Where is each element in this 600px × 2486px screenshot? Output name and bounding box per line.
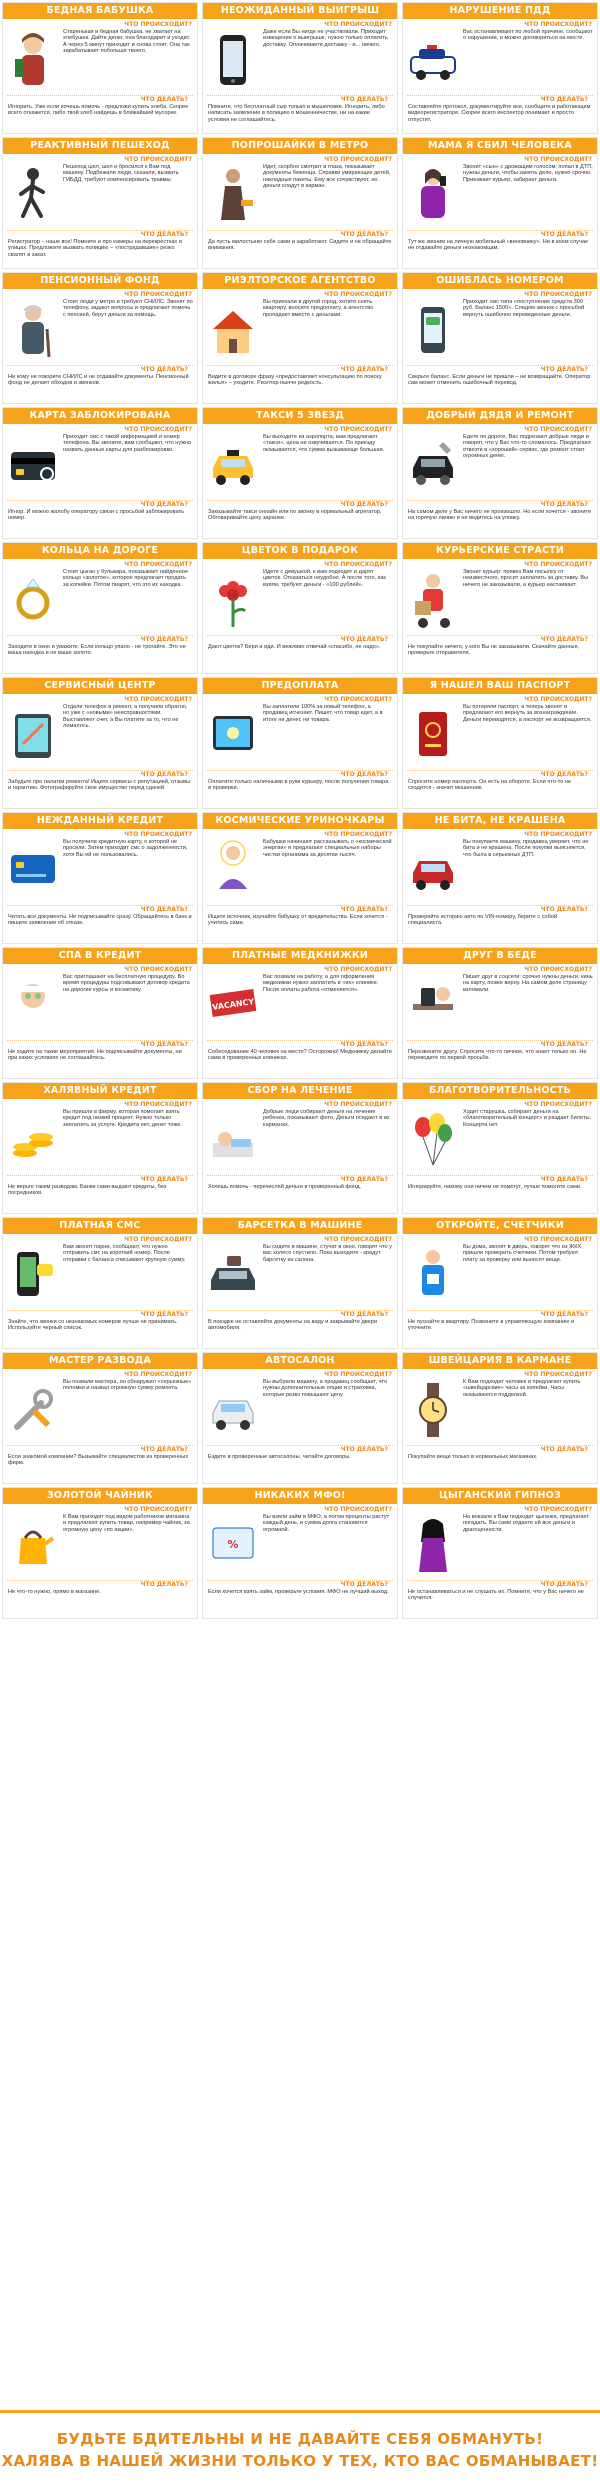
what-to-do-heading: ЧТО ДЕЛАТЬ? <box>207 1310 393 1318</box>
flower-icon <box>207 569 259 631</box>
scam-card <box>2 1082 198 1214</box>
scam-card-body <box>403 163 597 230</box>
scam-card-body <box>403 1108 597 1175</box>
taxi-icon <box>207 434 259 496</box>
what-to-do-heading: ЧТО ДЕЛАТЬ? <box>407 905 593 913</box>
scam-card-title: КОСМИЧЕСКИЕ УРИНОЧКАРЫ <box>203 813 397 829</box>
scam-card-body <box>403 703 597 770</box>
what-happens-heading: ЧТО ПРОИСХОДИТ? <box>124 561 192 568</box>
scam-card-body <box>403 298 597 365</box>
scam-advice: Если знакомой компании? Вызывайте специалистов из проверенных фирм. <box>8 1454 189 1467</box>
scam-card-title: ХАЛЯВНЫЙ КРЕДИТ <box>3 1083 197 1099</box>
scam-card <box>2 677 198 809</box>
scam-description: Звонит курьер: привез Вам посылку от неизвестного, просит заплатить за доставку. Вы ничего не заказывали, а курьер настаивает. <box>463 569 589 588</box>
scam-advice: Собеседование 40 человек на место? Осторожно! Медкнижку делайте сами в проверенных клиниках. <box>208 1049 392 1062</box>
watch-icon <box>407 1379 459 1441</box>
what-to-do-heading: ЧТО ДЕЛАТЬ? <box>407 95 593 103</box>
scam-card <box>402 2 598 134</box>
scam-description: Вы потеряли паспорт, а теперь звонят и предлагают его вернуть за вознаграждение. Деньги переводятся, а паспорт не возвращается. <box>463 704 592 723</box>
scam-description: Вы выходите из аэропорта, вам предлагают «такси», цена не озвучивается. По приезду оказывается, что сумма вызывающе большая. <box>263 434 385 453</box>
scam-description: Вам звонят парни, сообщают, что нужно отправить смс на короткий номер. После отправки с баланса списывают крупную сумму. <box>63 1244 186 1263</box>
vacancy-sign-icon <box>207 974 259 1036</box>
realtor-house-icon <box>207 299 259 361</box>
scam-advice: Регистратор – наше все! Помните и про камеры на перекрестках и улицах. Предложите вызвать полицию – «пострадавшие» резко свалят в закат. <box>8 239 182 258</box>
scam-card-title: КУРЬЕРСКИЕ СТРАСТИ <box>403 543 597 559</box>
scam-card-title: ОТКРОЙТЕ, СЧЕТЧИКИ <box>403 1218 597 1234</box>
scam-advice: Да пусть милостыню себе сами и заработают. Сидите и не обращайте внимания. <box>208 239 392 252</box>
scam-card-title: НАРУШЕНИЕ ПДД <box>403 3 597 19</box>
scam-card <box>402 1082 598 1214</box>
scam-card-title: ЦЫГАНСКИЙ ГИПНОЗ <box>403 1488 597 1504</box>
footer-line-1: БУДЬТЕ БДИТЕЛЬНЫ И НЕ ДАВАЙТЕ СЕБЯ ОБМАНУТЬ! <box>56 2429 544 2448</box>
what-to-do-heading: ЧТО ДЕЛАТЬ? <box>7 95 193 103</box>
scam-card <box>402 1352 598 1484</box>
scam-card <box>202 812 398 944</box>
scam-cards-grid <box>2 2 598 1619</box>
scam-card <box>402 812 598 944</box>
footer-line-2: ХАЛЯВА В НАШЕЙ ЖИЗНИ ТОЛЬКО У ТЕХ, КТО ВАС ОБМАНЫВАЕТ! <box>1 2451 599 2470</box>
scam-description: Вы пришли в фирму, которая помогает взять кредит под низкий процент. Нужно только заплатить за услуги. Кредита нет, денег тоже. <box>63 1109 182 1128</box>
scam-description: Идет, скорбно смотрит в глаза, показывает документы беженца. Справки умирающих детей, накладные пакеты. Ему все сочувствуют, но деньги кладут в карман. <box>263 164 391 190</box>
tablet-icon <box>207 704 259 766</box>
scam-card-title: ШВЕЙЦАРИЯ В КАРМАНЕ <box>403 1353 597 1369</box>
what-happens-heading: ЧТО ПРОИСХОДИТ? <box>524 426 592 433</box>
what-to-do-heading: ЧТО ДЕЛАТЬ? <box>407 230 593 238</box>
what-to-do-heading: ЧТО ДЕЛАТЬ? <box>7 1445 193 1453</box>
what-to-do-heading: ЧТО ДЕЛАТЬ? <box>207 635 393 643</box>
what-to-do-heading: ЧТО ДЕЛАТЬ? <box>207 95 393 103</box>
microloan-icon <box>207 1514 259 1576</box>
what-to-do-heading: ЧТО ДЕЛАТЬ? <box>7 365 193 373</box>
what-happens-heading: ЧТО ПРОИСХОДИТ? <box>124 1101 192 1108</box>
scam-card-body <box>203 1378 397 1445</box>
what-happens-heading: ЧТО ПРОИСХОДИТ? <box>324 1236 392 1243</box>
what-happens-heading: ЧТО ПРОИСХОДИТ? <box>124 21 192 28</box>
scam-card-body <box>203 568 397 635</box>
scam-advice: Покупайте вещи только в нормальных магазинах. <box>408 1454 538 1460</box>
scam-card <box>2 137 198 269</box>
scam-card-body <box>203 1108 397 1175</box>
scam-description: Приходит смс типа «поступление средств 300 руб. Баланс 1500». Следом звонок с просьбой вернуть ошибочно переведенные деньги. <box>463 299 585 318</box>
what-to-do-heading: ЧТО ДЕЛАТЬ? <box>7 905 193 913</box>
scam-card <box>2 1352 198 1484</box>
scam-card-body <box>203 1513 397 1580</box>
bank-card-icon <box>7 434 59 496</box>
scam-card-body <box>403 568 597 635</box>
scam-card <box>2 812 198 944</box>
sms-phone-icon <box>407 299 459 361</box>
scam-advice: В поездке не оставляйте документы на виду и закрывайте двери автомобиля. <box>208 1319 378 1332</box>
what-happens-heading: ЧТО ПРОИСХОДИТ? <box>524 1506 592 1513</box>
scam-description: Вы дома, звонят в дверь, говорят что из ЖКХ, пришли проверить счетчики. Потом требуют плату за проверку или выносят вещи. <box>463 1244 583 1263</box>
scam-advice: Спросите номер паспорта. Он есть на обороте. Если что-то не сходится - значит мошенник. <box>408 779 572 792</box>
scam-card-body <box>3 1243 197 1310</box>
scam-card-body <box>3 1513 197 1580</box>
scam-card <box>2 407 198 539</box>
scam-card <box>2 1487 198 1619</box>
scam-advice: Не пускайте в квартиру. Позвоните в управляющую компанию и уточните. <box>408 1319 575 1332</box>
passport-icon <box>407 704 459 766</box>
gold-ring-icon <box>7 569 59 631</box>
scam-card-title: МАСТЕР РАЗВОДА <box>3 1353 197 1369</box>
scam-advice: Перезвоните другу. Спросите что-то личное, что знает только он. Не переводите по первой просьбе. <box>408 1049 587 1062</box>
scam-card-body <box>3 703 197 770</box>
scam-description: Стоит люди у метро и требуют СНИЛС. Звонят по телефону, задают вопросы и предлагают помочь с пенсией, берут деньги за помощь. <box>63 299 193 318</box>
scam-description: Приходит смс с такой информацией и номер телефона. Вы звоните, вам сообщают, что нужно назвать данные карты для разблокировки. <box>63 434 192 453</box>
scam-card <box>202 677 398 809</box>
scam-advice: Ни кому не говорите СНИЛС и не отдавайте документы. Пенсионный фонд не делает обходов и звонков. <box>8 374 189 387</box>
what-happens-heading: ЧТО ПРОИСХОДИТ? <box>524 966 592 973</box>
what-to-do-heading: ЧТО ДЕЛАТЬ? <box>7 635 193 643</box>
courier-icon <box>407 569 459 631</box>
scam-advice: На самом деле у Вас ничего не произошло. Но если хочется - звоните на горячую линию и не ведитесь на уловку. <box>408 509 592 522</box>
scam-card <box>402 1217 598 1349</box>
what-to-do-heading: ЧТО ДЕЛАТЬ? <box>407 500 593 508</box>
what-happens-heading: ЧТО ПРОИСХОДИТ? <box>324 426 392 433</box>
scam-card-title: ПРЕДОПЛАТА <box>203 678 397 694</box>
scam-card <box>202 542 398 674</box>
scam-description: Едете по дороге, Вас подрезают добрые люди и говорят, что у Вас что-то сломалось. Предлагают отвезти в «хороший» сервис, где ремонт стоит огромных денег. <box>463 434 592 460</box>
what-to-do-heading: ЧТО ДЕЛАТЬ? <box>207 905 393 913</box>
scam-description: Отдали телефон в ремонт, а получили обратно, но уже с «новыми» неисправностями. Выставляют счет, а Вы платите за то, что не ломалось. <box>63 704 188 730</box>
what-happens-heading: ЧТО ПРОИСХОДИТ? <box>124 156 192 163</box>
what-happens-heading: ЧТО ПРОИСХОДИТ? <box>124 1236 192 1243</box>
what-happens-heading: ЧТО ПРОИСХОДИТ? <box>124 696 192 703</box>
scam-card <box>402 272 598 404</box>
what-happens-heading: ЧТО ПРОИСХОДИТ? <box>524 561 592 568</box>
scam-card-title: ПЛАТНЫЕ МЕДКНИЖКИ <box>203 948 397 964</box>
scam-card-body <box>203 28 397 95</box>
what-to-do-heading: ЧТО ДЕЛАТЬ? <box>407 1310 593 1318</box>
scam-description: Вы приехали в другой город, хотите снять квартиру, вносите предоплату, а агентство пропадает вместе с деньгами. <box>263 299 374 318</box>
what-to-do-heading: ЧТО ДЕЛАТЬ? <box>7 500 193 508</box>
what-to-do-heading: ЧТО ДЕЛАТЬ? <box>207 365 393 373</box>
old-woman-icon <box>7 29 59 91</box>
scam-description: Вас останавливают по любой причине, сообщают о нарушении, и можно договориться на месте. <box>463 29 593 42</box>
what-happens-heading: ЧТО ПРОИСХОДИТ? <box>324 21 392 28</box>
scam-advice: Заходите в окно и уважите. Если кольцо упало - не трогайте. Это не ваша находка и не ваше золото. <box>8 644 186 657</box>
scam-card-title: ПЕНСИОННЫЙ ФОНД <box>3 273 197 289</box>
scam-description: Вас приглашают на бесплатную процедуру. Во время процедуры подсовывают договор кредита на дорогие курсы и косметику. <box>63 974 190 993</box>
mother-phone-icon <box>407 164 459 226</box>
what-happens-heading: ЧТО ПРОИСХОДИТ? <box>524 1371 592 1378</box>
what-to-do-heading: ЧТО ДЕЛАТЬ? <box>407 1580 593 1588</box>
scam-card-body <box>3 433 197 500</box>
scam-advice: Ищите источник, изучайте бабушку от вредительства. Если хочется - учитесь сами. <box>208 914 388 927</box>
beggar-icon <box>207 164 259 226</box>
scam-card-body <box>3 163 197 230</box>
scam-card-title: НЕОЖИДАННЫЙ ВЫИГРЫШ <box>203 3 397 19</box>
what-to-do-heading: ЧТО ДЕЛАТЬ? <box>7 1310 193 1318</box>
what-to-do-heading: ЧТО ДЕЛАТЬ? <box>407 635 593 643</box>
scam-card <box>202 2 398 134</box>
scam-advice: Не что-то нужно, прямо в магазине. <box>8 1589 101 1595</box>
smartphone-icon <box>207 29 259 91</box>
friend-phone-icon <box>407 974 459 1036</box>
scam-card <box>2 272 198 404</box>
scam-card-body <box>403 838 597 905</box>
scam-card <box>402 137 598 269</box>
what-happens-heading: ЧТО ПРОИСХОДИТ? <box>124 1506 192 1513</box>
svg-text:VACANCY: VACANCY <box>211 997 255 1012</box>
what-to-do-heading: ЧТО ДЕЛАТЬ? <box>207 1175 393 1183</box>
what-happens-heading: ЧТО ПРОИСХОДИТ? <box>324 561 392 568</box>
scam-description: Вы получили кредитную карту, о которой не просили. Затем приходит смс о задолженности, хотя Вы ей не пользовались. <box>63 839 188 858</box>
what-to-do-heading: ЧТО ДЕЛАТЬ? <box>7 1040 193 1048</box>
scam-advice: Хочешь помочь - перечисляй деньги в проверенный фонд. <box>208 1184 362 1190</box>
car-dealer-icon <box>207 1379 259 1441</box>
what-happens-heading: ЧТО ПРОИСХОДИТ? <box>324 156 392 163</box>
scam-advice: Игнор. И можно жалобу оператору связи с просьбой заблокировать номер. <box>8 509 185 522</box>
scam-description: Добрые люди собирают деньги на лечение ребенка, показывают фото. Деньги оседают в их карманах. <box>263 1109 390 1128</box>
what-happens-heading: ЧТО ПРОИСХОДИТ? <box>524 1101 592 1108</box>
scam-description: Вы позвали мастера, он обнаружил «серьезные» поломки и назвал огромную сумму ремонта. <box>63 1379 192 1392</box>
scam-card-title: ЗОЛОТОЙ ЧАЙНИК <box>3 1488 197 1504</box>
what-to-do-heading: ЧТО ДЕЛАТЬ? <box>207 770 393 778</box>
sick-child-icon <box>207 1109 259 1171</box>
scam-description: Вы взяли займ в МФО, а потом проценты растут каждый день, и сумма долга становится огромной. <box>263 1514 390 1533</box>
scam-card-title: НИКАКИХ МФО! <box>203 1488 397 1504</box>
scam-card-body <box>203 973 397 1040</box>
scam-advice: Не верьте таким разводам. Банки сами выдают кредиты, без посредников. <box>8 1184 167 1197</box>
scam-description: Вы заплатили 100% за новый телефон, а продавец исчезает. Пишет, что товар едет, а в итоге ни денег, ни товара. <box>263 704 383 723</box>
what-happens-heading: ЧТО ПРОИСХОДИТ? <box>124 291 192 298</box>
what-happens-heading: ЧТО ПРОИСХОДИТ? <box>324 831 392 838</box>
scam-card-body <box>403 973 597 1040</box>
what-to-do-heading: ЧТО ДЕЛАТЬ? <box>207 1040 393 1048</box>
car-repair-icon <box>407 434 459 496</box>
scam-description: Стоит цыган у бульвара, показывает найденное кольцо «золотое», которое предлагает продать за копейки. Потом пиарят, что это их находка. <box>63 569 188 588</box>
scam-card-title: ПЛАТНАЯ СМС <box>3 1218 197 1234</box>
scam-card-title: ОШИБЛАСЬ НОМЕРОМ <box>403 273 597 289</box>
what-happens-heading: ЧТО ПРОИСХОДИТ? <box>324 966 392 973</box>
scam-card <box>402 947 598 1079</box>
scam-description: Звонит «сын» с дрожащим голосом: попал в ДТП, нужны деньги, чтобы замять дело, нужно срочно. Приезжает курьер, забирает деньги. <box>463 164 593 183</box>
what-happens-heading: ЧТО ПРОИСХОДИТ? <box>324 291 392 298</box>
scam-card <box>202 137 398 269</box>
what-happens-heading: ЧТО ПРОИСХОДИТ? <box>524 1236 592 1243</box>
scam-advice: Не останавливаться и не слушать их. Помните, что у Вас ничего не случится. <box>408 1589 584 1602</box>
what-to-do-heading: ЧТО ДЕЛАТЬ? <box>407 1040 593 1048</box>
scam-card <box>402 677 598 809</box>
scam-card-body <box>203 163 397 230</box>
what-happens-heading: ЧТО ПРОИСХОДИТ? <box>524 21 592 28</box>
scam-card-body <box>203 1243 397 1310</box>
service-tablet-icon <box>7 704 59 766</box>
spa-woman-icon <box>7 974 59 1036</box>
scam-advice: Видите в договоре фразу «предоставляет консультацию по поиску жилья» – уходите. Риэлтор нынче редкость. <box>208 374 382 387</box>
scam-card-body <box>203 433 397 500</box>
scam-card-body <box>3 298 197 365</box>
what-to-do-heading: ЧТО ДЕЛАТЬ? <box>207 500 393 508</box>
scam-card <box>402 407 598 539</box>
what-to-do-heading: ЧТО ДЕЛАТЬ? <box>7 1580 193 1588</box>
scam-advice: Не покупайте ничего, у кого Вы не заказывали. Скачайте данные, проверьте отправителя. <box>408 644 580 657</box>
scam-card <box>402 542 598 674</box>
scam-card <box>202 1487 398 1619</box>
poster-footer <box>0 2410 600 2486</box>
what-to-do-heading: ЧТО ДЕЛАТЬ? <box>407 1445 593 1453</box>
scam-description: Даже если Вы нигде не участвовали. Приходит извещение о выигрыше, нужно только оплатить доставку. Оплачиваете доставку - и... ничего. <box>263 29 388 48</box>
what-to-do-heading: ЧТО ДЕЛАТЬ? <box>7 770 193 778</box>
scam-card <box>202 407 398 539</box>
car-bag-icon <box>207 1244 259 1306</box>
credit-card-icon <box>7 839 59 901</box>
what-to-do-heading: ЧТО ДЕЛАТЬ? <box>7 230 193 238</box>
police-car-icon <box>407 29 459 91</box>
scam-advice: Не ходите на такие мероприятия. Не подписывайте документы, ни при каких условиях не соглашайтесь. <box>8 1049 182 1062</box>
scam-card-title: КАРТА ЗАБЛОКИРОВАНА <box>3 408 197 424</box>
scam-advice: Если хочется взять займ, проверьте условия. МФО не лучший выход. <box>208 1589 389 1595</box>
scam-card-body <box>203 838 397 905</box>
scam-advice: Заказывайте такси онлайн или по звонку в нормальный агрегатор. Обговаривайте цену заранее. <box>208 509 382 522</box>
scam-card-body <box>3 838 197 905</box>
scam-card-title: НЕ БИТА, НЕ КРАШЕНА <box>403 813 597 829</box>
scam-description: Вы покупаете машину, продавец уверяет, что не бита и не крашена. После покупки выясняется, что была в серьезных ДТП. <box>463 839 589 858</box>
scam-card <box>202 1352 398 1484</box>
scam-advice: Дают цветок? Бери и иди. И вежливо отвечай «спасибо, не надо». <box>208 644 381 650</box>
scam-card-title: АВТОСАЛОН <box>203 1353 397 1369</box>
sms-green-phone-icon <box>7 1244 59 1306</box>
scam-card <box>2 2 198 134</box>
scam-card-body <box>403 28 597 95</box>
scam-description: Идете с девушкой, к вам подходят и дарят цветок. Отказаться неудобно. А после того, как взяли, требуют деньги - «100 рублей». <box>263 569 386 588</box>
scam-description: К Вам подходит человек и предлагает купить «швейцарские» часы за копейки. Часы оказываются подделкой. <box>463 1379 581 1398</box>
scam-advice: Помните, что бесплатный сыр только в мышеловке. Игнорить, либо написать заявление в полицию о мошенничестве, ни на какие условия не соглашайтесь. <box>208 104 385 123</box>
old-man-icon <box>7 299 59 361</box>
scam-card <box>2 542 198 674</box>
scam-advice: Знайте, что звонки со незнакомых номеров лучше не принимать. Используйте черный список. <box>8 1319 178 1332</box>
scam-card <box>2 1217 198 1349</box>
scam-advice: Игнорить. Уже если хочешь помочь - предложи купить хлеба. Скорее всего откажется, либо твой хлеб найдешь в ближайшей мусорке. <box>8 104 189 117</box>
scam-card-body <box>3 1378 197 1445</box>
what-to-do-heading: ЧТО ДЕЛАТЬ? <box>407 1175 593 1183</box>
what-happens-heading: ЧТО ПРОИСХОДИТ? <box>124 426 192 433</box>
what-happens-heading: ЧТО ПРОИСХОДИТ? <box>324 1371 392 1378</box>
scam-description: Пишет друг в соцсети: срочно нужны деньги, кинь на карту, позже верну. На самом деле страницу взломали. <box>463 974 593 993</box>
pedestrian-icon <box>7 164 59 226</box>
scam-card-title: РИЭЛТОРСКОЕ АГЕНТСТВО <box>203 273 397 289</box>
scam-card-title: РЕАКТИВНЫЙ ПЕШЕХОД <box>3 138 197 154</box>
scam-advice: Игнорируйте, никому они ничем не помогут, лучше помогите сами. <box>408 1184 582 1190</box>
scam-card-title: ТАКСИ 5 ЗВЕЗД <box>203 408 397 424</box>
scam-card-body <box>3 28 197 95</box>
scam-card-body <box>403 1513 597 1580</box>
what-happens-heading: ЧТО ПРОИСХОДИТ? <box>524 696 592 703</box>
scam-advice: Сверьте баланс. Если деньги не пришли – не возвращайте. Оператор сам может отменить ошибочный перевод. <box>408 374 591 387</box>
scam-card-title: ЦВЕТОК В ПОДАРОК <box>203 543 397 559</box>
scam-card-title: БЕДНАЯ БАБУШКА <box>3 3 197 19</box>
what-happens-heading: ЧТО ПРОИСХОДИТ? <box>524 291 592 298</box>
scam-advice: Забудьте про палатки ремонта! Ищите сервисы с репутацией, отзывы и гарантию. Фотографируйте свое имущество перед сдачей. <box>8 779 191 792</box>
scam-card-title: Я НАШЕЛ ВАШ ПАСПОРТ <box>403 678 597 694</box>
scam-advice: Оплатите только наличными в руки курьеру, после получения товара и проверки. <box>208 779 389 792</box>
what-happens-heading: ЧТО ПРОИСХОДИТ? <box>324 696 392 703</box>
scam-card-body <box>3 973 197 1040</box>
scam-card-body <box>403 1378 597 1445</box>
scam-card-body <box>203 298 397 365</box>
what-happens-heading: ЧТО ПРОИСХОДИТ? <box>124 966 192 973</box>
scam-description: Бабушки начинают рассказывать о «космической энергии» и предлагают специальные наборы чистки организма за десятки тысяч. <box>263 839 392 858</box>
gypsy-woman-icon <box>407 1514 459 1576</box>
scam-card-title: СБОР НА ЛЕЧЕНИЕ <box>203 1083 397 1099</box>
scam-card-title: КОЛЬЦА НА ДОРОГЕ <box>3 543 197 559</box>
scam-description: К Вам приходят под видом работников магазина и предлагают купить товар, например чайник, за огромную цену «по акции». <box>63 1514 190 1533</box>
scam-card-body <box>3 568 197 635</box>
scam-description: Пешеход шел, шел и бросился к Вам под машину. Подбежали люди, сказали, вызвать ГИБДД, требуют компенсировать травмы. <box>63 164 179 183</box>
what-happens-heading: ЧТО ПРОИСХОДИТ? <box>124 1371 192 1378</box>
scam-description: Вас позвали на работу, а для оформления медкнижки нужно заплатить в «их» клинике. После оплаты работа «отменяется». <box>263 974 379 993</box>
scam-card <box>202 272 398 404</box>
what-happens-heading: ЧТО ПРОИСХОДИТ? <box>524 831 592 838</box>
scam-card-title: НЕЖДАННЫЙ КРЕДИТ <box>3 813 197 829</box>
coins-icon <box>7 1109 59 1171</box>
scam-description: Вы сидите в машине, стучат в окно, говорят что у вас колесо спустило. Пока выходите - крадут барсетку из салона. <box>263 1244 392 1263</box>
scam-card-title: БЛАГОТВОРИТЕЛЬНОСТЬ <box>403 1083 597 1099</box>
scam-advice: Составляйте протокол, документируйте все, сообщите в работающем видеорегистраторе. Скорее всего инспектор понимает и просто отпустит. <box>408 104 591 123</box>
what-to-do-heading: ЧТО ДЕЛАТЬ? <box>207 1580 393 1588</box>
balloons-icon <box>407 1109 459 1171</box>
svg-text:%: % <box>227 1538 239 1551</box>
scam-description: Вы выбрали машину, а продавец сообщает, что нужны дополнительные опции и страховка, которые резко повышают цену. <box>263 1379 388 1398</box>
scam-card <box>402 1487 598 1619</box>
scam-card-title: СЕРВИСНЫЙ ЦЕНТР <box>3 678 197 694</box>
scam-card-title: МАМА Я СБИЛ ЧЕЛОВЕКА <box>403 138 597 154</box>
scam-advice: Ездите в проверенные автосалоны, читайте договоры. <box>208 1454 351 1460</box>
tools-icon <box>7 1379 59 1441</box>
kettle-icon <box>7 1514 59 1576</box>
scam-card-title: ПОПРОШАЙКИ В МЕТРО <box>203 138 397 154</box>
what-to-do-heading: ЧТО ДЕЛАТЬ? <box>7 1175 193 1183</box>
scam-description: На вокзале к Вам подходит цыганка, предлагает погадать. Вы сами отдаете ей все деньги и драгоценности. <box>463 1514 590 1533</box>
scam-advice: Тут же звоним на личную мобильный «виновнику». Ни в коем случае не отдавайте деньги незнакомцам. <box>408 239 589 252</box>
scam-card <box>202 947 398 1079</box>
scam-description: Старенькая и бедная бабушка, не хватает на хлебушек. Дайте денег, она благодарит и уходит. А через 5 минут приходит и снова стоит. Она так зарабатывает побольше твоего. <box>63 29 191 55</box>
scam-card-body <box>403 1243 597 1310</box>
scam-card <box>202 1082 398 1214</box>
scam-card <box>2 947 198 1079</box>
what-to-do-heading: ЧТО ДЕЛАТЬ? <box>407 365 593 373</box>
scam-card-body <box>3 1108 197 1175</box>
what-happens-heading: ЧТО ПРОИСХОДИТ? <box>324 1506 392 1513</box>
scam-card-body <box>403 433 597 500</box>
used-car-icon <box>407 839 459 901</box>
scam-card-title: ДОБРЫЙ ДЯДЯ И РЕМОНТ <box>403 408 597 424</box>
scam-advice: Читать все документы. Не подписывайте сразу. Обращайтесь в банк и пишите заявление об отказе. <box>8 914 192 927</box>
scam-card <box>202 1217 398 1349</box>
scam-card-title: БАРСЕТКА В МАШИНЕ <box>203 1218 397 1234</box>
what-happens-heading: ЧТО ПРОИСХОДИТ? <box>524 156 592 163</box>
meter-worker-icon <box>407 1244 459 1306</box>
scam-card-title: ДРУГ В БЕДЕ <box>403 948 597 964</box>
what-to-do-heading: ЧТО ДЕЛАТЬ? <box>407 770 593 778</box>
scam-card-body <box>203 703 397 770</box>
what-to-do-heading: ЧТО ДЕЛАТЬ? <box>207 1445 393 1453</box>
scam-advice: Проверяйте историю авто по VIN-номеру, берите с собой специалиста. <box>408 914 558 927</box>
what-happens-heading: ЧТО ПРОИСХОДИТ? <box>324 1101 392 1108</box>
scam-card-title: СПА В КРЕДИТ <box>3 948 197 964</box>
meditation-icon <box>207 839 259 901</box>
scam-description: Ходит старушка, собирает деньги на «благотворительный концерт» и раздает билеты. Концерта нет. <box>463 1109 592 1128</box>
what-to-do-heading: ЧТО ДЕЛАТЬ? <box>207 230 393 238</box>
what-happens-heading: ЧТО ПРОИСХОДИТ? <box>124 831 192 838</box>
